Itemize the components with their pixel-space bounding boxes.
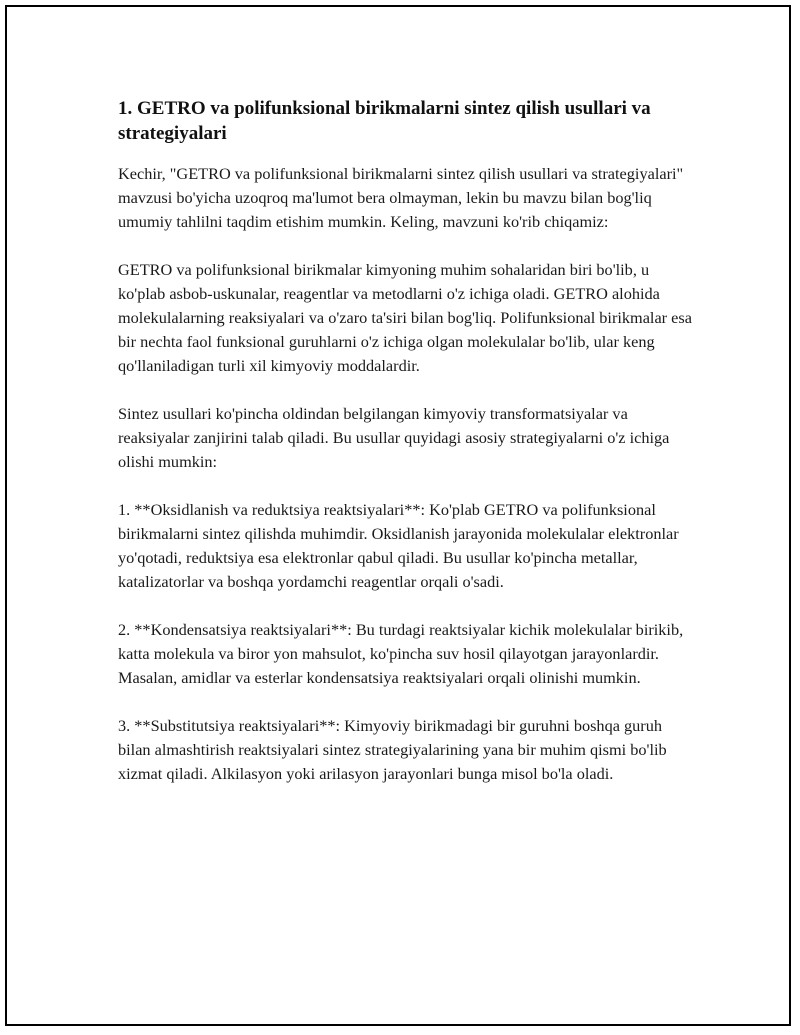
overview-paragraph: GETRO va polifunksional birikmalar kimyoning muhim sohalaridan biri bo'lib, u ko'plab asbob-uskunalar, reagentlar va metodlarni o'z ichiga oladi. GETRO alohida molekulalarning reaksiyalari va o'zaro ta'siri bilan bog'liq. Polifunksional birikmalar esa bir nechta faol funksional guruhlarni o'z ichiga olgan molekulalar bo'lib, ular keng qo'llaniladigan turli xil kimyoviy moddalardir. bbox=[118, 260, 692, 375]
intro-paragraph: Kechir, "GETRO va polifunksional birikmalarni sintez qilish usullari va strategiyalari" mavzusi bo'yicha uzoqroq ma'lumot bera olmayman, lekin bu mavzu bilan bog'liq umumiy tahlilni taqdim etishim mumkin. Keling, mavzuni ko'rib chiqamiz: bbox=[118, 164, 684, 231]
list-item-oxidation: 1. **Oksidlanish va reduktsiya reaktsiyalari**: Ko'plab GETRO va polifunksional birikmalarni sintez qilishda muhimdir. Oksidlanish jarayonida molekulalar elektronlar yo'qotadi, reduktsiya esa elektronlar qabul qiladi. Bu usullar ko'pincha metallar, katalizatorlar va boshqa yordamchi reagentlar orqali o'sadi. bbox=[118, 500, 679, 591]
list-item-condensation: 2. **Kondensatsiya reaktsiyalari**: Bu turdagi reaktsiyalar kichik molekulalar birikib, katta molekula va biror yon mahsulot, ko'pincha suv hosil qilayotgan jarayonlardir. Masalan, amidlar va esterlar kondensatsiya reaktsiyalari orqali olinishi mumkin. bbox=[118, 620, 684, 687]
document-body bbox=[118, 96, 698, 786]
document-title: 1. GETRO va polifunksional birikmalarni sintez qilish usullari va strategiyalari bbox=[118, 98, 651, 144]
methods-paragraph: Sintez usullari ko'pincha oldindan belgilangan kimyoviy transformatsiyalar va reaksiyalar zanjirini talab qiladi. Bu usullar quyidagi asosiy strategiyalarni o'z ichiga olishi mumkin: bbox=[118, 404, 670, 471]
list-item-substitution: 3. **Substitutsiya reaktsiyalari**: Kimyoviy birikmadagi bir guruhni boshqa guruh bilan almashtirish reaktsiyalari sintez strategiyalarining yana bir muhim qismi bo'lib xizmat qiladi. Alkilasyon yoki arilasyon jarayonlari bunga misol bo'la oladi. bbox=[118, 716, 667, 783]
